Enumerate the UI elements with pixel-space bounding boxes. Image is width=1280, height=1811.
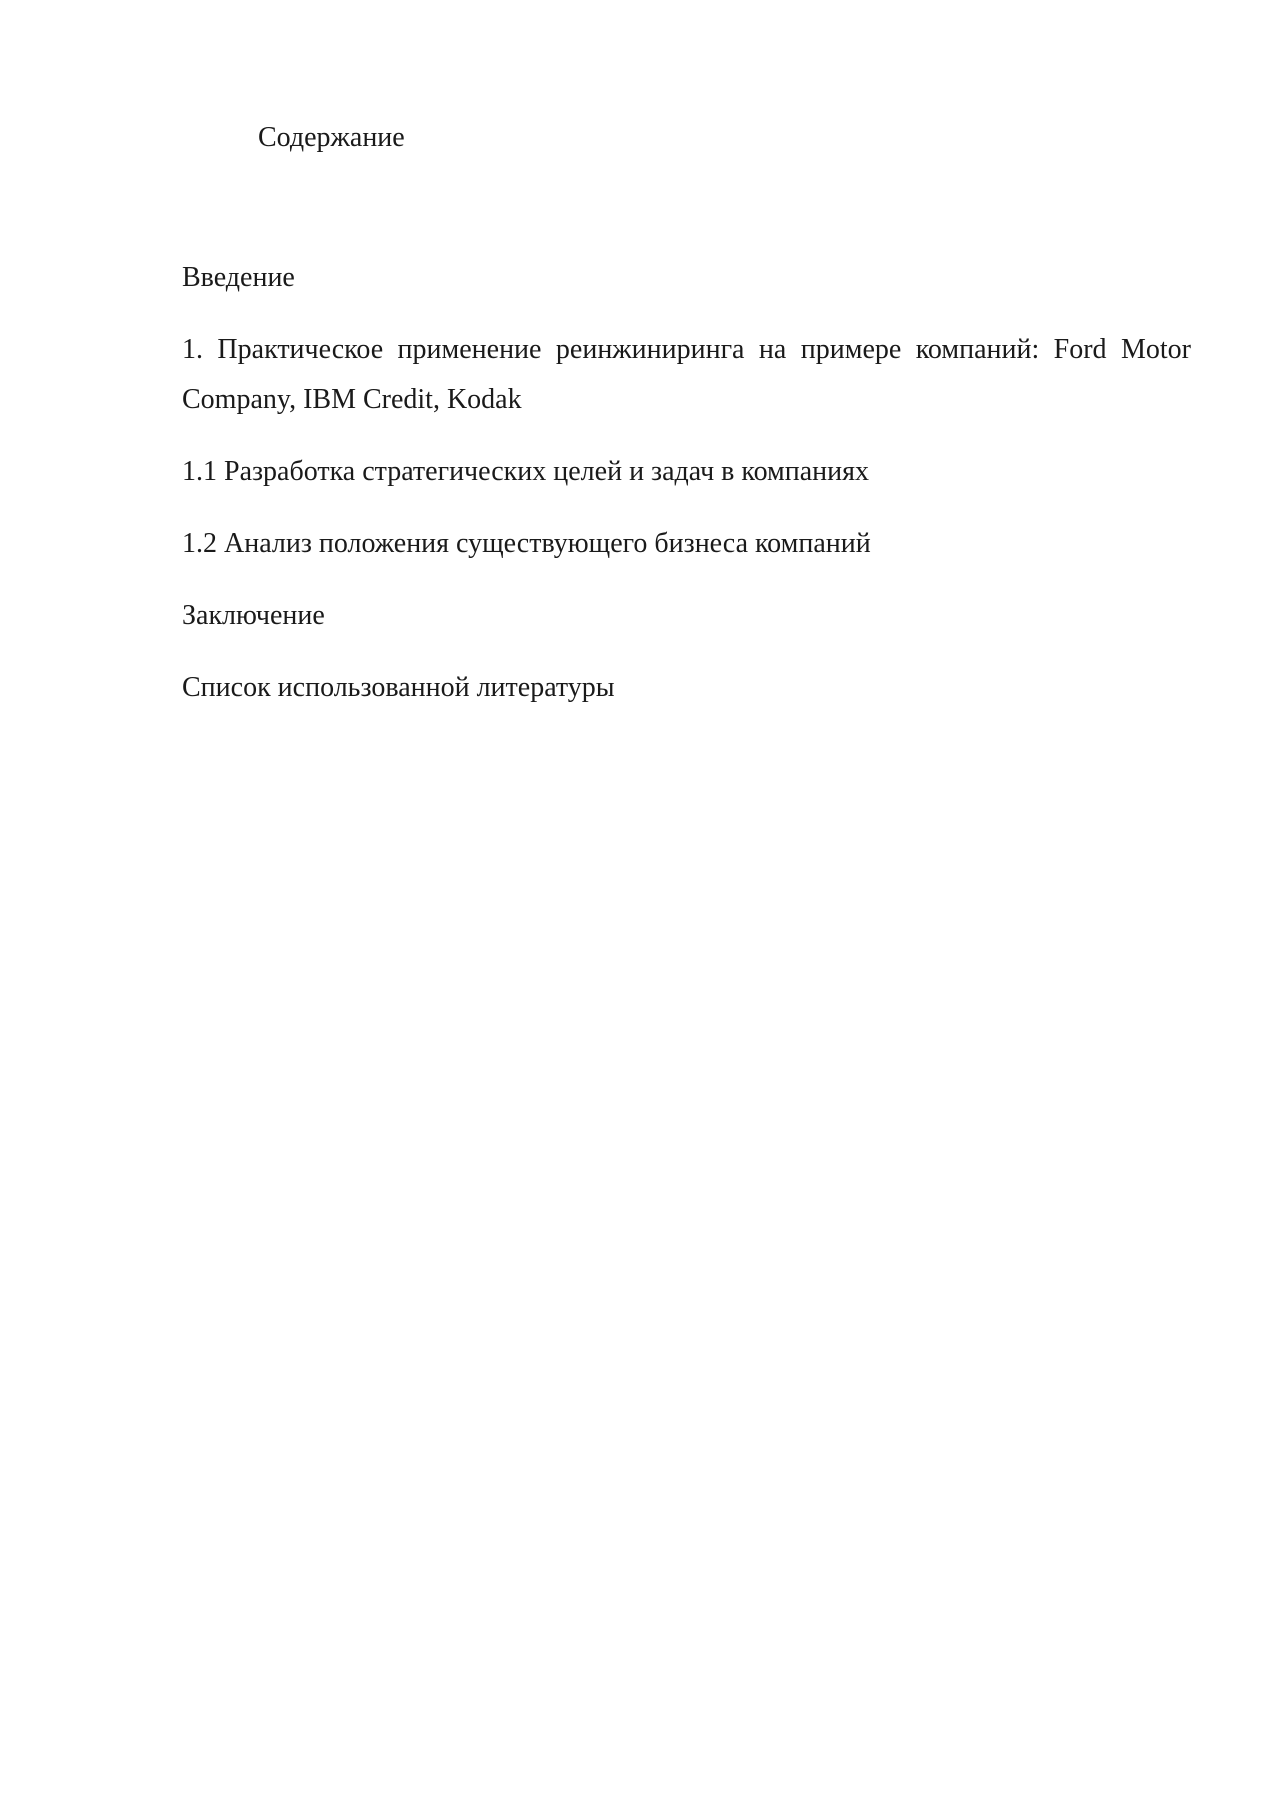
toc-entry-chapter-1: 1. Практическое применение реинжиниринга на примере компаний: Ford Motor Company, IBM Credit, Kodak xyxy=(182,334,1191,415)
toc-entry-introduction: Введение xyxy=(182,262,295,293)
table-of-contents xyxy=(182,253,1191,735)
page-title: Содержание xyxy=(258,122,405,153)
toc-entry-section-1-2: 1.2 Анализ положения существующего бизнеса компаний xyxy=(182,528,871,559)
toc-entry-conclusion: Заключение xyxy=(182,600,325,631)
toc-entry-section-1-1: 1.1 Разработка стратегических целей и задач в компаниях xyxy=(182,456,870,487)
toc-entry-references: Список использованной литературы xyxy=(182,672,615,703)
